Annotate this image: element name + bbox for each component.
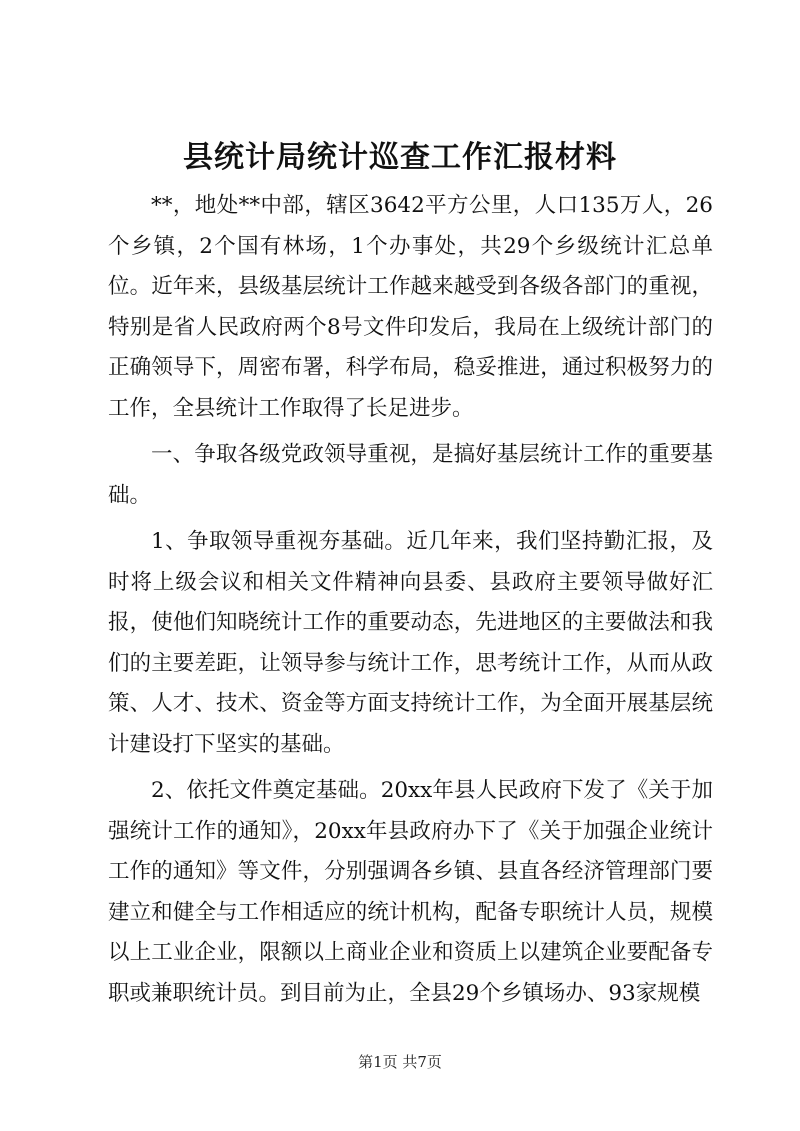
paragraph-intro: **，地处**中部，辖区3642平方公里，人口135万人，26个乡镇，2个国有林场，1个办事处，共29个乡级统计汇总单位。近年来，县级基层统计工作越来越受到各级各部门的重视，特别是省人民政府两个8号文件印发后，我局在上级统计部门的正确领导下，周密布署，科学布局，稳妥推进，通过积极努力的工作，全县统计工作取得了长足进步。	[108, 193, 713, 421]
paragraph-section-heading: 一、争取各级党政领导重视，是搞好基层统计工作的重要基础。	[108, 442, 713, 508]
page-footer: 第1页 共7页	[358, 1053, 442, 1071]
document-body	[108, 186, 713, 1014]
paragraph-point-1: 1、争取领导重视夯基础。近几年来，我们坚持勤汇报，及时将上级会议和相关文件精神向县委、县政府主要领导做好汇报，使他们知晓统计工作的重要动态，先进地区的主要做法和我们的主要差距，让领导参与统计工作，思考统计工作，从而从政策、人才、技术、资金等方面支持统计工作，为全面开展基层统计建设打下坚实的基础。	[108, 529, 713, 757]
paragraph-point-2: 2、依托文件奠定基础。20xx年县人民政府下发了《关于加强统计工作的通知》，20xx年县政府办下了《关于加强企业统计工作的通知》等文件，分别强调各乡镇、县直各经济管理部门要建立和健全与工作相适应的统计机构，配备专职统计人员，规模以上工业企业，限额以上商业企业和资质上以建筑企业要配备专职或兼职统计员。到目前为止，全县29个乡镇场办、93家规模	[108, 778, 713, 1006]
document-title: 县统计局统计巡查工作汇报材料	[183, 140, 617, 175]
